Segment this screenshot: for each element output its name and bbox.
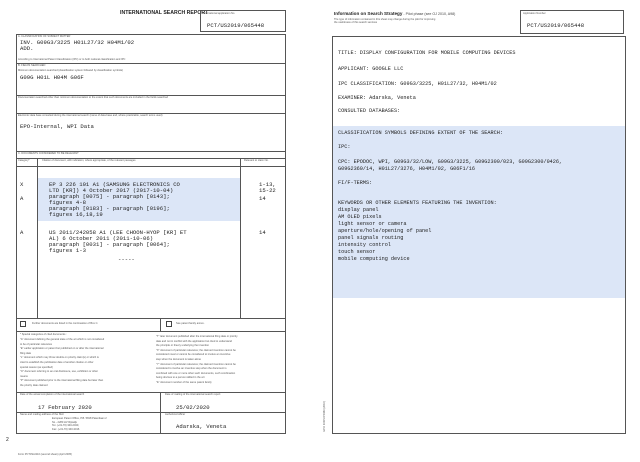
application-number-box: [520, 10, 624, 34]
strategy-title-suffix: - Pilot phase (see OJ 2010, A98): [402, 12, 456, 16]
other-doc-label: Documentation searched other than minimum documentation to the extent that such documents are included in the fields searched: [18, 96, 168, 99]
cpc-line: G09G2360/14, H01L27/3276, H04M1/02, G06F1/16: [338, 166, 475, 172]
isa-address: Tel. (+31-70) 340-2040,: [52, 424, 80, 427]
category-note: special reason (as specified): [20, 365, 53, 369]
category-note: cited to establish the publication date of another citation or other: [20, 361, 94, 364]
category-note: "O" document referring to an oral disclosure, use, exhibition or other: [20, 370, 98, 374]
ipc-note: According to International Patent Classification (IPC) or to both national classification and IPC: [18, 58, 126, 61]
divider: [16, 318, 286, 319]
citation-line: AL) 6 October 2011 (2011-10-06): [49, 235, 154, 242]
column-rule: [240, 158, 241, 318]
completion-date: 17 February 2020: [38, 404, 92, 411]
category-note: the priority date claimed: [20, 384, 48, 387]
citation-line: figures 1-3: [49, 247, 86, 254]
fi-terms-label: FI/F-TERMS:: [338, 180, 373, 186]
form-side-label: EPO FORM P0463 (2010): [322, 401, 326, 432]
further-docs-label: Further documents are listed in the continuation of Box C.: [32, 322, 99, 325]
isa-address: NL - 2280 HV Rijswijk: [52, 420, 77, 424]
ipc-inv-line: INV. G09G3/3225 H01L27/32 H04M1/02: [20, 39, 135, 46]
claim-ref: 15-22: [259, 187, 276, 194]
further-docs-checkbox[interactable]: [20, 321, 26, 327]
classification-header: CLASSIFICATION SYMBOLS DEFINING EXTENT OF THE SEARCH:: [338, 130, 503, 136]
column-rule: [160, 318, 161, 331]
officer-name: Adarska, Veneta: [176, 423, 227, 430]
database-label: Electronic data base consulted during the international search (name of data base and, where practicable, search terms used): [18, 114, 163, 117]
keyword: display panel: [338, 207, 379, 213]
patent-family-label: See patent family annex.: [176, 322, 205, 325]
isa-address: European Patent Office, P.B. 5818 Patentlaan 2: [52, 417, 107, 420]
category-note: date and not in conflict with the application but cited to understand: [156, 339, 232, 343]
isa-address: Fax: (+31-70) 340-3016: [52, 427, 80, 431]
keyword: intensity control: [338, 242, 391, 248]
citation-line: EP 3 226 101 A1 (SAMSUNG ELECTRONICS CO: [49, 181, 180, 188]
citation-line: paragraph [0075] - paragraph [0143];: [49, 193, 170, 200]
end-of-citations: -----: [118, 256, 135, 263]
category-note: to be of particular relevance: [20, 342, 53, 346]
category-note: considered novel or cannot be considered to involve an inventive: [156, 353, 231, 357]
patent-family-checkbox[interactable]: [166, 321, 172, 327]
min-doc-symbols: G09G H01L H04M G06F: [20, 74, 84, 81]
cpc-line: CPC: EPODOC, WPI, G09G3/32/LOW, G09G3/3225, G09G2300/023, G09G2300/0426,: [338, 159, 563, 165]
column-citation: Citation of document, with indication, where appropriate, of the relevant passages: [42, 159, 136, 162]
column-rule: [160, 392, 161, 434]
claim-ref: 1-13,: [259, 181, 276, 188]
category-note: "Y" document of particular relevance; the claimed invention cannot be: [156, 362, 236, 366]
category-note: means: [20, 374, 28, 378]
citation-line: LTD [KR]) 4 October 2017 (2017-10-04): [49, 187, 174, 194]
keyword: aperture/hole/opening of panel: [338, 228, 432, 234]
column-category: Category*: [18, 159, 30, 162]
row-category: X: [20, 181, 24, 188]
category-note: combined with one or more other such documents, such combination: [156, 371, 236, 375]
category-note: "T" later document published after the international filing date or priority: [156, 335, 238, 338]
mailing-label: Date of mailing of the international search report: [165, 393, 221, 396]
category-note: "A" document defining the general state of the art which is not considered: [20, 338, 105, 341]
ipc-label: IPC:: [338, 144, 351, 150]
row-category: A: [20, 229, 24, 236]
row-category: A: [20, 195, 24, 202]
strategy-line: CONSULTED DATABASES:: [338, 108, 401, 114]
keywords-header: KEYWORDS OR OTHER ELEMENTS FEATURING THE INVENTION:: [338, 200, 497, 206]
category-note: "L" document which may throw doubts on priority claim(s) or which is: [20, 356, 99, 360]
application-number: PCT/US2019/065448: [527, 22, 585, 29]
citation-line: paragraph [0183] - paragraph [0196];: [49, 205, 170, 212]
application-number-box: [200, 10, 286, 32]
category-note: being obvious to a person skilled in the art: [156, 376, 205, 380]
application-number-label: International application No: [203, 12, 235, 15]
category-note: "P" document published prior to the international filing date but later than: [20, 379, 104, 383]
category-note: the principle or theory underlying the invention: [156, 344, 210, 348]
column-claim: Relevant to claim No.: [244, 159, 269, 162]
claim-ref: 14: [259, 229, 266, 236]
citation-line: figures 4-8: [49, 199, 86, 206]
search-strategy-page: [320, 0, 640, 462]
database-value: EPO-Internal, WPI Data: [20, 123, 94, 130]
strategy-line: APPLICANT: GOOGLE LLC: [338, 66, 404, 72]
form-identifier: Form PCT/ISA/210 (second sheet) (April 2005): [18, 453, 72, 456]
application-number-label: Application Number: [523, 12, 546, 15]
category-note: "&" document member of the same patent family: [156, 381, 212, 384]
strategy-line: TITLE: DISPLAY CONFIGURATION FOR MOBILE COMPUTING DEVICES: [338, 50, 516, 56]
strategy-line: EXAMINER: Adarska, Veneta: [338, 95, 416, 101]
isa-label: Name and mailing address of the ISA/: [20, 413, 64, 416]
category-note: filing date: [20, 351, 32, 355]
strategy-line: IPC CLASSIFICATION: G09G3/3225, H01L27/32, H04M1/02: [338, 81, 497, 87]
strategy-subtitle: The type of information contained in this sheet may change during the pilot for improving: [334, 17, 436, 21]
strategy-title: Information on Search Strategy: [334, 11, 403, 16]
completion-label: Date of the actual completion of the international search: [20, 393, 85, 396]
keyword: touch sensor: [338, 249, 376, 255]
category-note: considered to involve an inventive step when the document is: [156, 367, 227, 371]
citation-line: figures 16,18,19: [49, 211, 103, 218]
claim-ref: 14: [259, 195, 266, 202]
strategy-subtitle: the usefulness of this search services: [334, 21, 378, 24]
category-note: "E" earlier application or patent but published on or after the international: [20, 347, 104, 351]
keyword: mobile computing device: [338, 256, 410, 262]
divider: [16, 63, 286, 64]
divider: [16, 331, 286, 332]
application-number: PCT/US2019/065448: [207, 22, 265, 29]
page-number: 2: [6, 437, 9, 443]
keyword: panel signals routing: [338, 235, 404, 241]
divider: [16, 166, 286, 167]
min-doc-label: Minimum documentation searched (classification system followed by classification symbols): [18, 69, 124, 72]
mailing-date: 25/02/2020: [176, 404, 210, 411]
section-a-heading: A. CLASSIFICATION OF SUBJECT MATTER: [18, 34, 71, 38]
section-b-heading: B. FIELDS SEARCHED: [18, 64, 46, 67]
citation-line: paragraph [0031] - paragraph [0064];: [49, 241, 170, 248]
categories-title: * Special categories of cited documents :: [20, 333, 67, 336]
category-note: "X" document of particular relevance; the claimed invention cannot be: [156, 348, 236, 352]
category-note: step when the document is taken alone: [156, 358, 201, 361]
section-c-heading: C. DOCUMENTS CONSIDERED TO BE RELEVANT: [18, 152, 79, 155]
report-title: INTERNATIONAL SEARCH REPORT: [120, 10, 209, 16]
keyword: AM OLED pixels: [338, 214, 382, 220]
strategy-title-line: [334, 12, 455, 17]
ipc-add-line: ADD.: [20, 45, 34, 52]
officer-label: Authorized officer: [165, 413, 186, 416]
keyword: light sensor or camera: [338, 221, 407, 227]
citation-line: US 2011/242058 A1 (LEE CHOON-HYOP [KR] ET: [49, 229, 187, 236]
